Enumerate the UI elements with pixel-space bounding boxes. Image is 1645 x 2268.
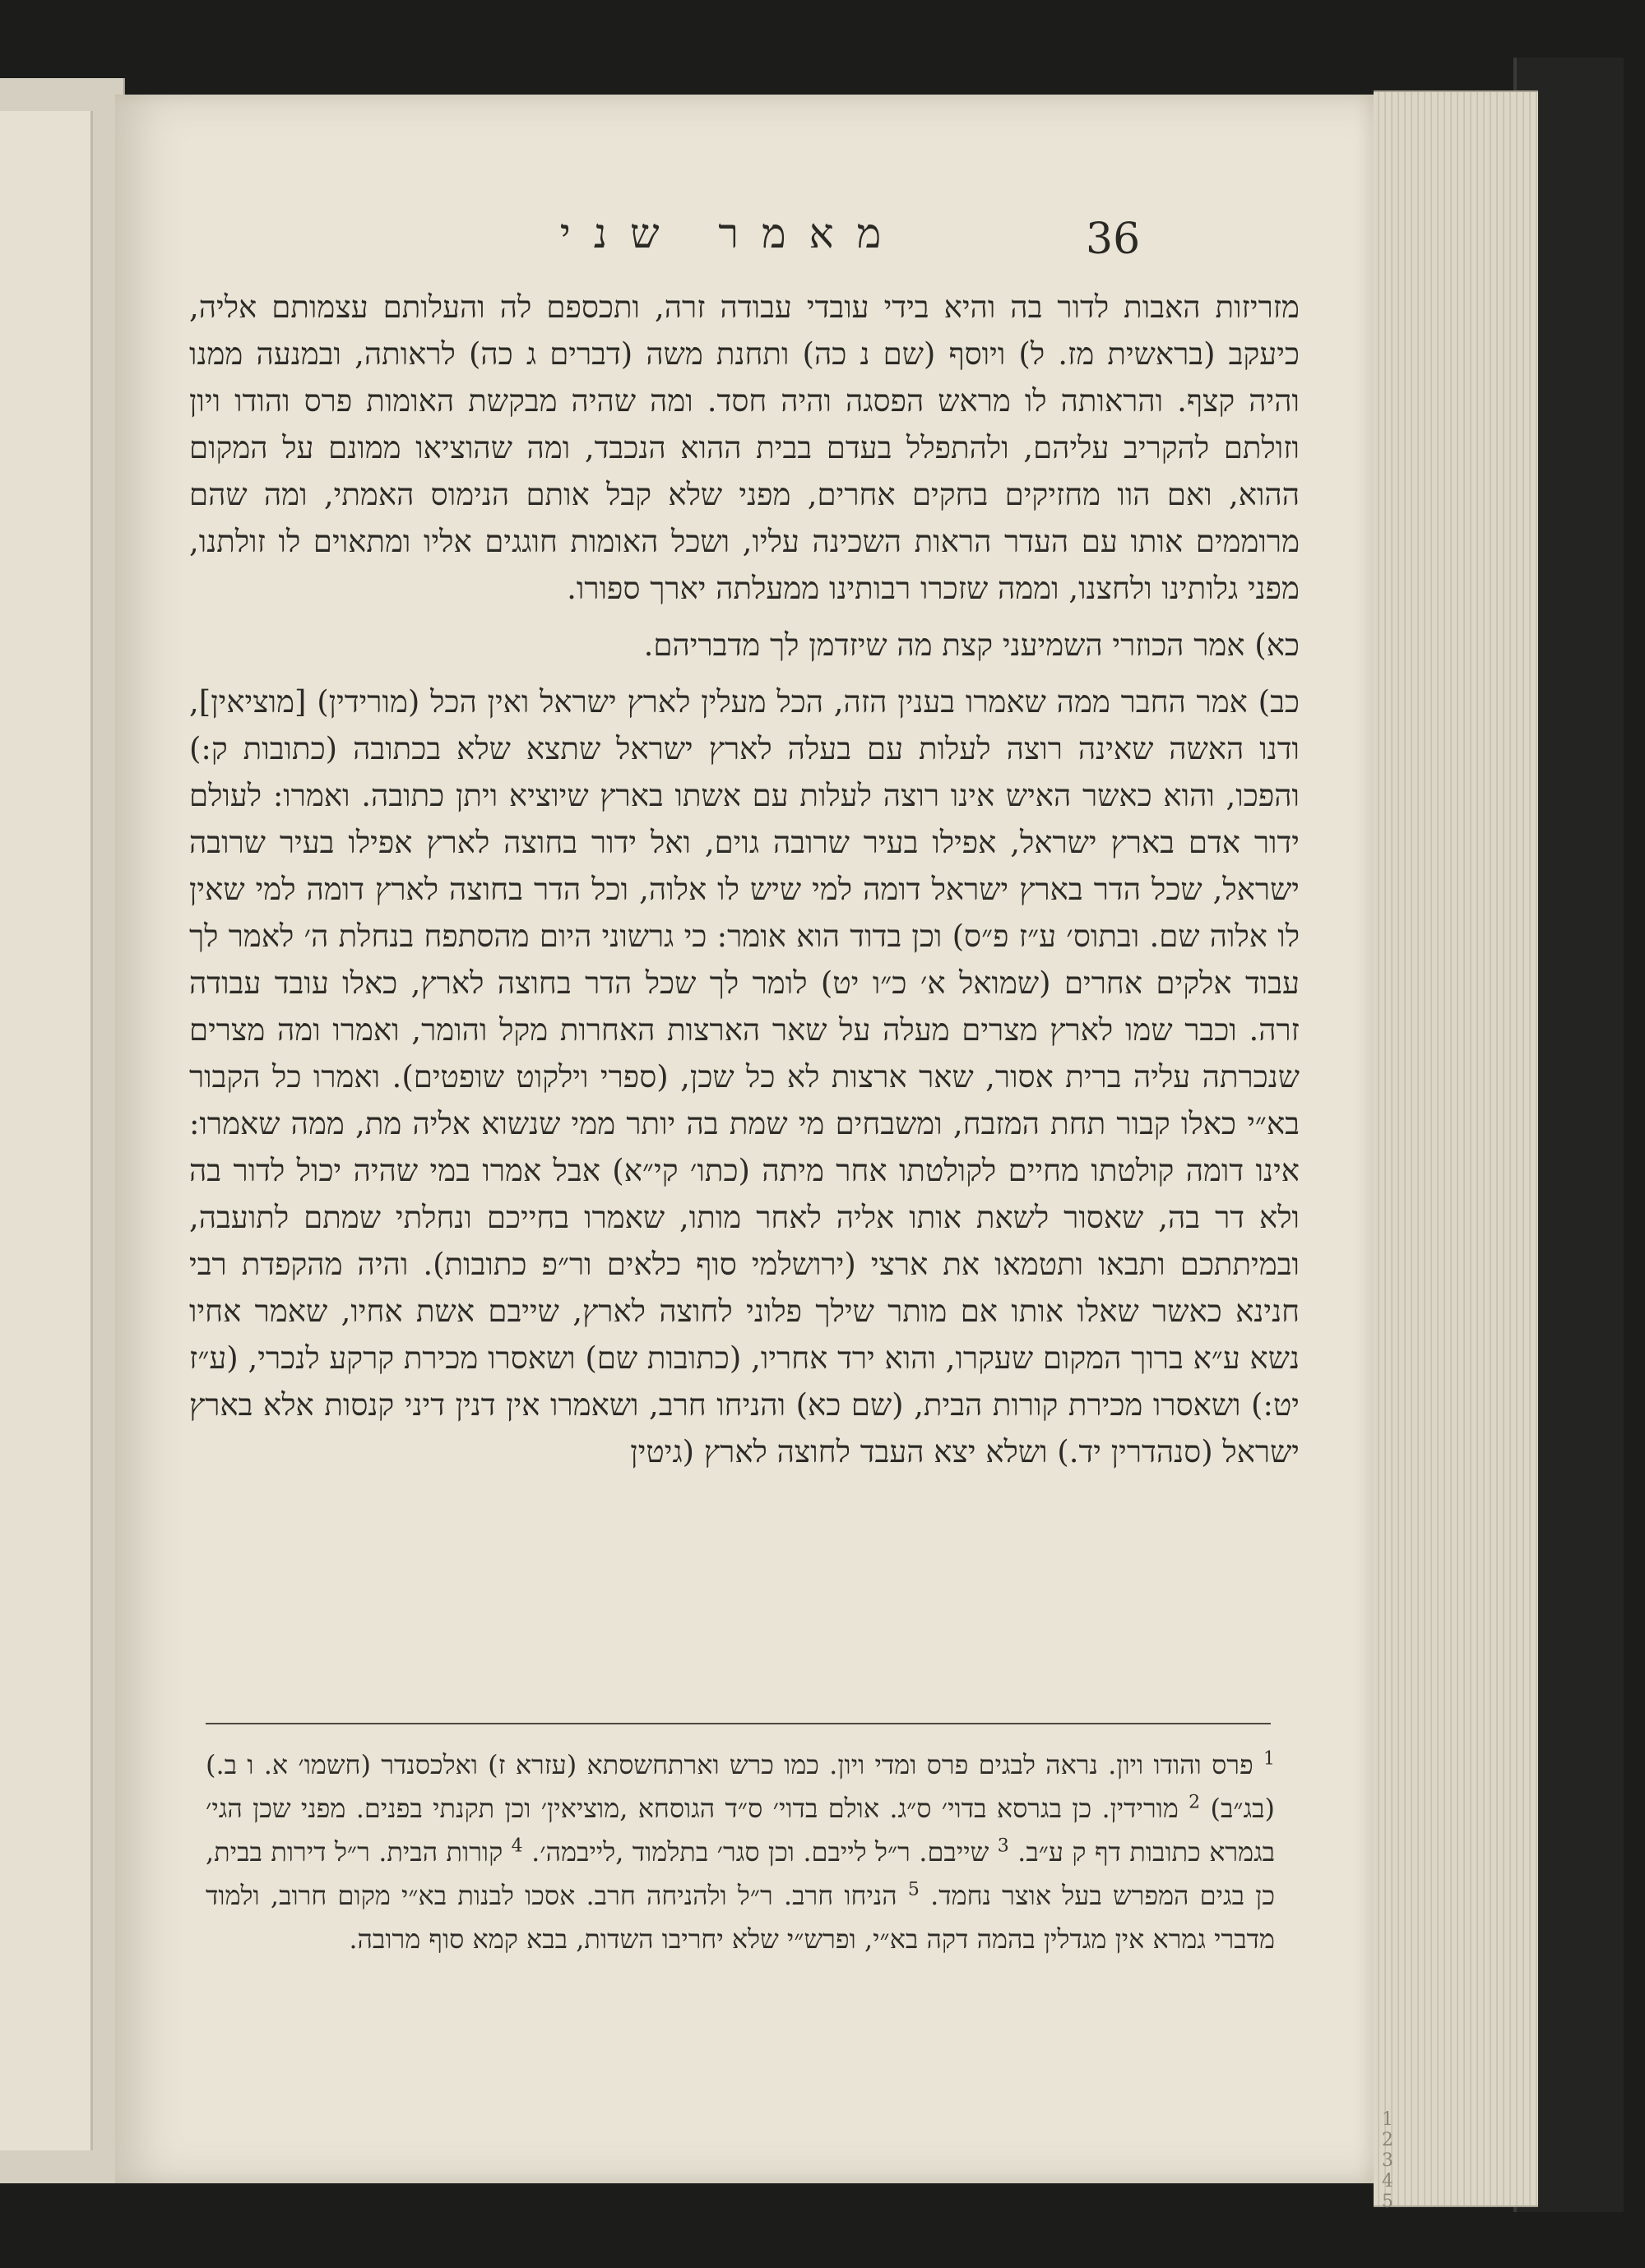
- paragraph-21: כא) אמר הכוזרי השמיעני קצת מה שיזדמן לך מדבריהם.: [643, 627, 1300, 663]
- running-title: מאמר שני: [559, 210, 905, 257]
- footnote-1: פרס והודו ויון. נראה לבגים פרס ומדי ויון. כמו כרש וארתחשסתא (עזרא ז) ואלכסנדר (חשמו׳ א. ו ב.) (בג״ב): [206, 1749, 1276, 1824]
- footnote-marker: 2: [1189, 1792, 1201, 1813]
- margin-marks: [1382, 2109, 1397, 2212]
- left-cover: [0, 78, 125, 2183]
- footnote-3: שייבם. ר״ל לייבם. וכן סגר׳ בתלמוד ,לייבמה׳.: [531, 1836, 989, 1868]
- book-page: [115, 95, 1397, 2212]
- body-marker: 4: [1382, 2171, 1397, 2192]
- body-marker: 1: [1382, 2109, 1397, 2130]
- footnote-marker: 5: [907, 1879, 920, 1900]
- footnote-5: הניחו חרב. ר״ל ולהניחה חרב. אסכו לבנות בא״י מקום חרוב, ולמוד מדברי גמרא אין מגדלין בהמה דקה בא״י, ופרש״י שלא יחריבו השדות, בבא קמא סוף מרובה.: [206, 1880, 1275, 1955]
- footnote-marker: 3: [997, 1835, 1009, 1857]
- page-edges: [1374, 90, 1538, 2207]
- footnote-marker: 1: [1263, 1748, 1276, 1770]
- footnotes: [206, 1743, 1275, 1961]
- page-number: 36: [1086, 215, 1141, 264]
- main-text: [189, 284, 1300, 1475]
- footnote-4: קורות הבית. ר״ל דירות בבית, כן בגים המפרש בעל אוצר נחמד.: [206, 1836, 1276, 1911]
- footnote-2: מורידין. כן בגרסא בדוי׳ ס״ג. אולם בדוי׳ ס״ד הגוסחא ,מוציאין׳ וכן תקנתי בפנים. מפני שכן הגי׳ בגמרא כתובות דף ק ע״ב.: [206, 1793, 1276, 1868]
- body-marker: 3: [1382, 2150, 1397, 2171]
- paragraph-22: כב) אמר החבר ממה שאמרו בענין הזה, הכל מעלין לארץ ישראל ואין הכל (מורידין) [מוציאין], ודנו האשה שאינה רוצה לעלות עם בעלה לארץ ישראל שתצא שלא בכתובה (כתובות ק:) והפכו, והוא כאשר האיש אינו רוצה לעלות עם אשתו בארץ שיוציא ויתן כתובה. ואמרו: לעולם ידור אדם בארץ ישראל, אפילו בעיר שרובה גוים, ואל ידור בחוצה לארץ אפילו בעיר שרובה ישראל, שכל הדר בארץ ישראל דומה למי שיש לו אלוה, וכל הדר בחוצה לארץ דומה למי שאין לו אלוה שם. ובתוס׳ ע״ז פ״ס) וכן בדוד הוא אומר: כי גרשוני היום מהסתפח בנחלת ה׳ לאמר לך עבוד אלקים אחרים (שמואל א׳ כ״ו יט) לומר לך שכל הדר בחוצה לארץ, כאלו עובד עבודה זרה. וכבר שמו לארץ מצרים מעלה על שאר הארצות האחרות מקל והומר, ואמרו ומה מצרים שנכרתה עליה ברית אסור, שאר ארצות לא כל שכן, (ספרי וילקוט שופטים). ואמרו כל הקבור בא״י כאלו קבור תחת המזבח, ומשבחים מי שמת בה יותר ממי שנשוא אליה מת, ממה שאמרו: אינו דומה קולטתו מחיים לקולטתו אחר מיתה (כתו׳ קי״א) אבל אמרו במי שהיה יכול לדור בה ולא דר בה, שאסור לשאת אותו אליה לאחר מותו, שאמרו בחייכם ונחלתי שמתם לתועבה, ובמיתתכם ותבאו ותטמאו את ארצי (ירושלמי סוף כלאים ור״פ כתובות). והיה מהקפדת רבי חנינא כאשר שאלו אותו אם מותר שילך פלוני לחוצה לארץ, שייבם אשת אחיו, שאמר אחיו נשא ע״א ברוך המקום שעקרו, והוא ירד אחריו, (כתובות שם) ושאסרו מכירת קרקע לנכרי, (ע״ז יט:) ושאסרו מכירת קורות הבית, (שם כא) והניחו חרב, ושאמרו אין דנין דיני קנסות אלא בארץ ישראל (סנהדרין יד.) ושלא יצא העבד לחוצה לארץ (גיטין: [189, 684, 1300, 1470]
- footnote-divider: [206, 1723, 1271, 1724]
- paragraph-1: מזריזות האבות לדור בה והיא בידי עובדי עבודה זרה, ותכספם לה והעלותם עצמותם אליה, כיעקב (בראשית מז. ל) ויוסף (שם נ כה) ותחנת משה (דברים ג כה) לראותה, ובמנעה ממנו והיה קצף. והראותה לו מראש הפסגה והיה חסד. ומה שהיה מבקשת האומות פרס והודו ויון וזולתם להקריב עליהם, ולהתפלל בעדם בבית ההוא הנכבד, ומה שהוציאו ממונם על המקום ההוא, ואם הוו מחזיקים בחקים אחרים, מפני שלא קבל אותם הנימוס האמתי, ומה שהם מרוממים אותו עם העדר הראות השכינה עליו, ושכל האומות חוגגים אליו ומתאוים לו זולתנו, מפני גלותינו ולחצנו, וממה שזכרו רבותינו ממעלתה יארך ספורו.: [189, 289, 1300, 606]
- body-marker: 2: [1382, 2130, 1397, 2150]
- footnote-marker: 4: [511, 1835, 523, 1857]
- page-header: [115, 210, 1374, 284]
- body-marker: 5: [1382, 2192, 1397, 2212]
- left-cover-inner: [0, 111, 93, 2150]
